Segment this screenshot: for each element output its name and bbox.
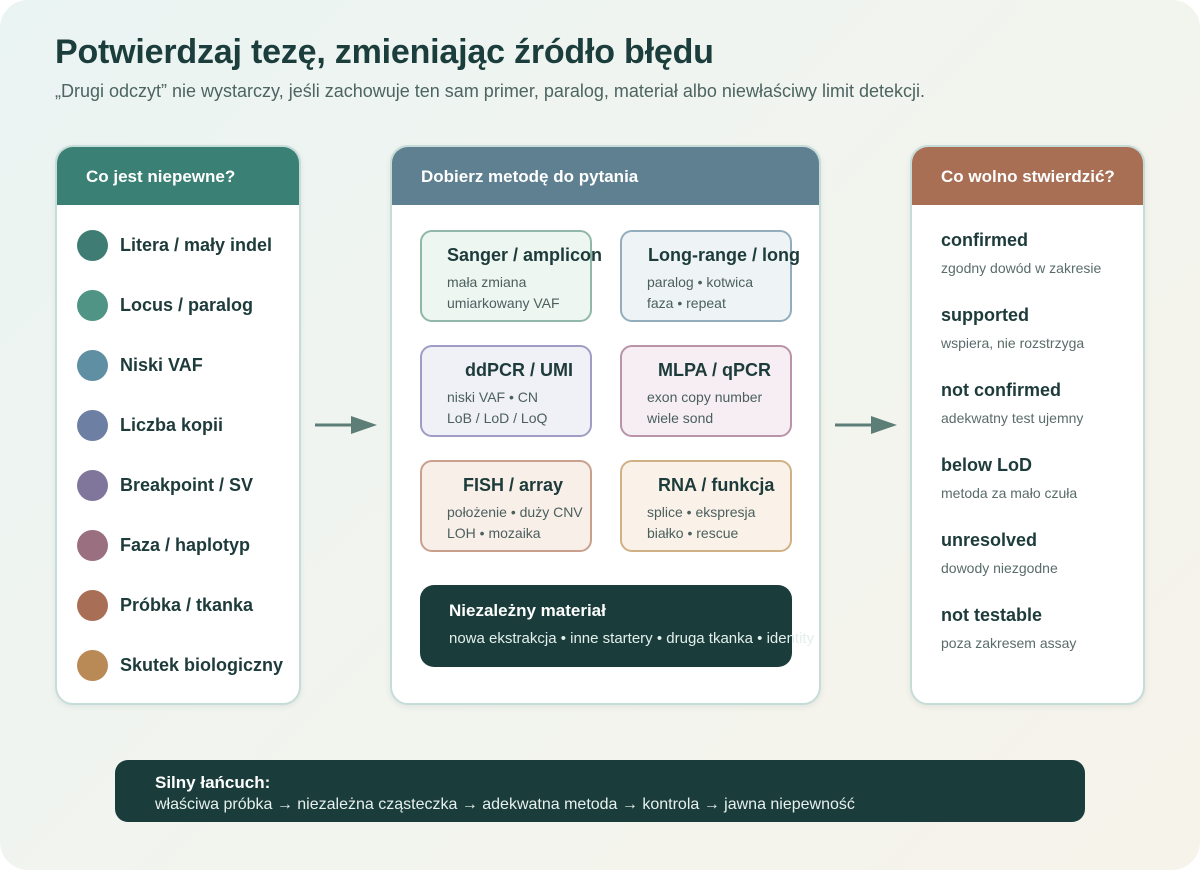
uncertain-dot-icon xyxy=(77,590,108,621)
uncertain-dot-icon xyxy=(77,650,108,681)
method-detail: faza • repeat xyxy=(647,295,726,311)
method-detail: splice • ekspresja xyxy=(647,504,756,520)
uncertain-item-label: Liczba kopii xyxy=(120,415,224,435)
method-detail: LOH • mozaika xyxy=(447,525,541,541)
uncertain-item-label: Faza / haplotyp xyxy=(120,535,251,555)
claim-name: not confirmed xyxy=(941,380,1061,400)
method-detail: mała zmiana xyxy=(447,274,527,290)
claim-desc: adekwatny test ujemny xyxy=(941,410,1084,426)
method-detail: exon copy number xyxy=(647,389,763,405)
claim-desc: zgodny dowód w zakresie xyxy=(941,260,1102,276)
uncertain-dot-icon xyxy=(77,290,108,321)
independent-material-title: Niezależny materiał xyxy=(449,601,606,620)
page-subtitle: „Drugi odczyt” nie wystarczy, jeśli zachowuje ten sam primer, paralog, materiał albo niewłaściwy limit detekcji. xyxy=(55,81,925,101)
claim-name: below LoD xyxy=(941,455,1032,475)
methods-panel xyxy=(390,145,821,705)
uncertain-dot-icon xyxy=(77,470,108,501)
strong-chain-title: Silny łańcuch: xyxy=(155,773,271,792)
uncertain-panel-title: Co jest niepewne? xyxy=(57,147,299,205)
claim-item xyxy=(941,605,1076,651)
claim-name: unresolved xyxy=(941,530,1038,550)
method-detail: umiarkowany VAF xyxy=(447,295,560,311)
uncertain-panel xyxy=(55,145,301,705)
claims-panel-title: Co wolno stwierdzić? xyxy=(912,147,1143,205)
claims-panel xyxy=(910,145,1145,705)
strong-chain-text: właściwa próbka → niezależna cząsteczka → adekwatna metoda → kontrola → jawna niepewność xyxy=(155,796,855,813)
method-title: ddPCR / UMI xyxy=(465,360,573,380)
claim-item xyxy=(941,380,1083,426)
method-box xyxy=(420,345,592,437)
method-detail: białko • rescue xyxy=(647,525,739,541)
claim-name: confirmed xyxy=(941,230,1029,250)
method-box xyxy=(620,345,792,437)
claim-name: not testable xyxy=(941,605,1043,625)
strong-chain-banner xyxy=(115,760,1085,822)
claim-item xyxy=(941,230,1101,276)
method-box xyxy=(420,460,592,552)
uncertain-item-label: Skutek biologiczny xyxy=(120,655,284,675)
method-box xyxy=(620,230,800,322)
method-detail: wiele sond xyxy=(647,410,714,426)
method-title: Sanger / amplicon xyxy=(447,245,603,265)
claim-item xyxy=(941,530,1058,576)
uncertain-item-label: Próbka / tkanka xyxy=(120,595,254,615)
page-title: Potwierdzaj tezę, zmieniając źródło błędu xyxy=(55,33,714,71)
uncertain-item-label: Niski VAF xyxy=(120,355,203,375)
claim-item xyxy=(941,455,1077,501)
claim-desc: wspiera, nie rozstrzyga xyxy=(941,335,1085,351)
claim-desc: dowody niezgodne xyxy=(941,560,1058,576)
method-title: MLPA / qPCR xyxy=(658,360,771,380)
uncertain-item-label: Breakpoint / SV xyxy=(120,475,254,495)
arrow-right-icon xyxy=(313,412,381,438)
method-title: RNA / funkcja xyxy=(658,475,775,495)
method-detail: LoB / LoD / LoQ xyxy=(447,410,548,426)
claim-item xyxy=(941,305,1084,351)
method-title: FISH / array xyxy=(463,475,564,495)
independent-material-text: nowa ekstrakcja • inne startery • druga tkanka • identity xyxy=(449,630,815,647)
method-box xyxy=(420,230,603,322)
uncertain-dot-icon xyxy=(77,350,108,381)
method-title: Long-range / long xyxy=(648,245,800,265)
method-detail: niski VAF • CN xyxy=(447,389,538,405)
uncertain-item-label: Litera / mały indel xyxy=(120,235,273,255)
method-box xyxy=(620,460,792,552)
claim-desc: poza zakresem assay xyxy=(941,635,1077,651)
uncertain-dot-icon xyxy=(77,410,108,441)
claim-desc: metoda za mało czuła xyxy=(941,485,1078,501)
independent-material-box xyxy=(420,585,815,667)
method-detail: paralog • kotwica xyxy=(647,274,754,290)
claim-name: supported xyxy=(941,305,1029,325)
arrow-right-icon xyxy=(833,412,901,438)
uncertain-item-label: Locus / paralog xyxy=(120,295,254,315)
methods-panel-title: Dobierz metodę do pytania xyxy=(392,147,819,205)
uncertain-dot-icon xyxy=(77,530,108,561)
uncertain-dot-icon xyxy=(77,230,108,261)
method-detail: położenie • duży CNV xyxy=(447,504,583,520)
